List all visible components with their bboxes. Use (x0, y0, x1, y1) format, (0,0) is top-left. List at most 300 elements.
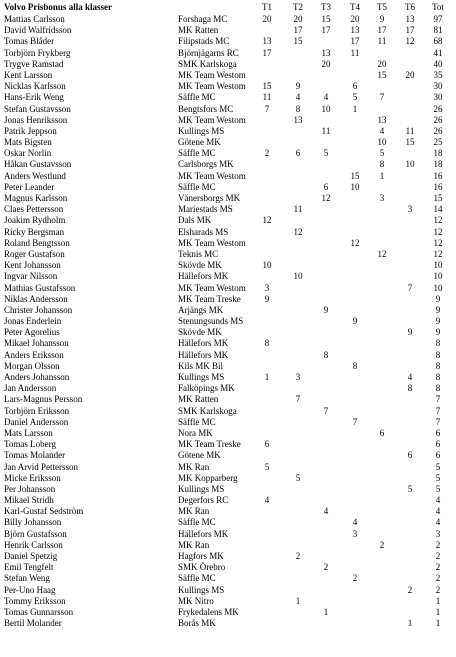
score-t6: 17 (405, 25, 415, 36)
score-t1: 2 (264, 148, 270, 159)
score-total: 8 (435, 372, 441, 382)
score-total: 16 (433, 181, 443, 192)
score-t5: 1 (379, 170, 385, 181)
club-name: MK Kopparberg (178, 472, 238, 483)
driver-name: Nicklas Karlsson (4, 81, 66, 92)
score-total: 97 (433, 14, 443, 24)
score-t3: 13 (321, 47, 331, 58)
score-t4: 15 (350, 170, 360, 181)
club-name: MK Team Westom (178, 170, 246, 181)
club-name: Kullings MS (178, 372, 225, 382)
score-t1: 11 (262, 92, 272, 103)
club-name: Säffle MC (178, 92, 216, 103)
club-name: Säffle MC (178, 573, 216, 584)
score-total: 14 (433, 204, 443, 215)
table-row (0, 25, 456, 36)
header-row (0, 2, 456, 13)
score-t2: 3 (295, 372, 301, 382)
score-t5: 11 (377, 36, 387, 47)
score-t5: 5 (379, 148, 385, 159)
score-t5: 20 (377, 58, 387, 69)
driver-name: Henrik Carlsson (4, 539, 63, 550)
score-total: 10 (433, 271, 443, 282)
score-t5: 3 (379, 193, 385, 203)
driver-name: Björn Gustafsson (4, 528, 67, 539)
score-total: 18 (433, 148, 443, 159)
score-t6: 15 (405, 137, 415, 148)
club-name: Kullings MS (178, 483, 225, 494)
club-name: MK Team Westom (178, 237, 246, 248)
score-t3: 4 (323, 506, 329, 517)
table-row (0, 450, 456, 461)
club-name: Hällefors MK (178, 338, 229, 349)
club-name: Säffle MC (178, 181, 216, 192)
table-row (0, 294, 456, 305)
score-t2: 9 (295, 81, 301, 92)
score-t2: 1 (295, 595, 301, 606)
club-name: MK Team Treske (178, 439, 241, 450)
table-row (0, 573, 456, 584)
score-total: 3 (435, 528, 441, 539)
driver-name: Kent Larsson (4, 69, 53, 80)
score-t2: 6 (295, 148, 301, 159)
score-t2: 10 (293, 271, 303, 282)
club-name: Stenungsunds MS (178, 316, 244, 327)
score-t2: 12 (293, 226, 303, 237)
club-name: MK Ran (178, 506, 210, 517)
driver-name: Bertil Molander (4, 618, 62, 629)
driver-name: Per Johansson (4, 483, 56, 494)
club-name: MK Team Westom (178, 81, 246, 92)
club-name: Degerfors RC (178, 495, 229, 506)
score-t2: 15 (293, 36, 303, 47)
score-t1: 12 (262, 215, 272, 226)
driver-name: Claes Pettersson (4, 204, 64, 215)
club-name: Bengtsfors MC (178, 103, 234, 114)
score-t1: 20 (262, 14, 272, 24)
score-t3: 2 (323, 562, 329, 573)
table-row (0, 148, 456, 159)
club-name: Frykedalens MK (178, 606, 239, 617)
table-row (0, 271, 456, 282)
score-total: 30 (433, 81, 443, 92)
driver-name: Roland Bengtsson (4, 237, 70, 248)
score-t5: 9 (379, 14, 385, 24)
score-t6: 2 (407, 584, 413, 595)
table-row (0, 517, 456, 528)
table-row (0, 182, 456, 193)
club-name: SMK Karlskoga (178, 405, 237, 416)
score-total: 12 (433, 237, 443, 248)
driver-name: Lars-Magnus Persson (4, 394, 83, 405)
driver-name: Jan Andersson (4, 383, 57, 394)
table-row (0, 316, 456, 327)
score-total: 2 (435, 562, 441, 573)
driver-name: Tomas Blåder (4, 36, 55, 47)
score-t6: 5 (407, 483, 413, 494)
driver-name: Karl-Gustaf Sedström (4, 506, 84, 517)
score-t5: 4 (379, 125, 385, 136)
driver-name: Mats Larsson (4, 427, 53, 438)
table-row (0, 327, 456, 338)
driver-name: Emil Tengfelt (4, 562, 54, 573)
club-name: Mariestads MS (178, 204, 233, 215)
driver-name: Morgan Olsson (4, 360, 60, 371)
table-row (0, 215, 456, 226)
score-t1: 6 (264, 439, 270, 450)
table-row (0, 260, 456, 271)
table-row (0, 115, 456, 126)
score-total: 81 (433, 25, 443, 36)
score-total: 2 (435, 584, 441, 595)
page-title: Volvo Prisbonus alla klasser (4, 2, 112, 12)
score-total: 40 (433, 58, 443, 69)
score-total: 1 (435, 606, 441, 617)
table-row (0, 361, 456, 372)
score-total: 30 (433, 92, 443, 103)
table-row (0, 36, 456, 47)
table-row (0, 14, 456, 25)
driver-name: Mathias Gustafsson (4, 282, 76, 293)
club-name: Skövde MK (178, 260, 222, 271)
score-total: 1 (435, 618, 441, 629)
score-total: 5 (435, 483, 441, 494)
driver-name: Håkan Gustavsson (4, 159, 72, 170)
score-t4: 6 (352, 81, 358, 92)
club-name: MK Ran (178, 539, 210, 550)
driver-name: Ingvar Nilsson (4, 271, 58, 282)
table-row (0, 283, 456, 294)
score-total: 26 (433, 114, 443, 125)
driver-name: Hans-Erik Weng (4, 92, 64, 103)
score-t1: 3 (264, 282, 270, 293)
score-t3: 8 (323, 349, 329, 360)
score-t6: 12 (405, 36, 415, 47)
club-name: Kils MK Bil (178, 360, 224, 371)
score-t4: 1 (352, 103, 358, 114)
score-total: 7 (435, 394, 441, 405)
score-t4: 3 (352, 528, 358, 539)
driver-name: Per-Uno Haag (4, 584, 56, 595)
table-row (0, 607, 456, 618)
score-t6: 13 (405, 14, 415, 24)
driver-name: Stefan Weng (4, 573, 50, 584)
score-t6: 9 (407, 327, 413, 338)
score-t4: 13 (350, 25, 360, 36)
score-t2: 17 (293, 25, 303, 36)
club-name: Björnjägarns RC (178, 47, 239, 58)
score-total: 12 (433, 215, 443, 226)
score-total: 2 (435, 539, 441, 550)
score-t6: 1 (407, 618, 413, 629)
score-t1: 7 (264, 103, 270, 114)
score-t3: 12 (321, 193, 331, 203)
score-total: 8 (435, 383, 441, 394)
table-row (0, 529, 456, 540)
club-name: MK Team Treske (178, 293, 241, 304)
score-t6: 20 (405, 69, 415, 80)
club-name: Vänersborgs MK (178, 193, 241, 203)
club-name: MK Team Westom (178, 114, 246, 125)
driver-name: Jan Arvid Pettersson (4, 461, 78, 472)
club-name: Hällefors MK (178, 349, 229, 360)
score-total: 8 (435, 349, 441, 360)
score-t2: 7 (295, 394, 301, 405)
score-total: 68 (433, 36, 443, 47)
score-total: 8 (435, 360, 441, 371)
score-t6: 6 (407, 450, 413, 461)
score-t1: 8 (264, 338, 270, 349)
table-row (0, 596, 456, 607)
score-t6: 8 (407, 383, 413, 394)
driver-name: Billy Johansson (4, 517, 62, 528)
club-name: Falköpings MK (178, 383, 235, 394)
table-row (0, 338, 456, 349)
table-row (0, 48, 456, 59)
table-row (0, 81, 456, 92)
score-t3: 17 (321, 25, 331, 36)
club-name: Götene MK (178, 137, 221, 148)
score-t4: 5 (352, 92, 358, 103)
score-t4: 8 (352, 360, 358, 371)
driver-name: Peter Agorelius (4, 327, 60, 338)
table-row (0, 394, 456, 405)
score-t5: 15 (377, 69, 387, 80)
table-row (0, 104, 456, 115)
score-t1: 4 (264, 495, 270, 506)
club-name: MK Team Westom (178, 282, 246, 293)
table-row (0, 350, 456, 361)
club-name: SMK Karlskoga (178, 58, 237, 69)
score-t2: 5 (295, 472, 301, 483)
driver-name: Daniel Andersson (4, 416, 69, 427)
score-t3: 11 (321, 125, 331, 136)
table-row (0, 462, 456, 473)
score-t3: 7 (323, 405, 329, 416)
score-total: 10 (433, 260, 443, 271)
col-header-t5: T5 (377, 2, 387, 12)
score-t3: 1 (323, 606, 329, 617)
score-total: 6 (435, 450, 441, 461)
score-total: 6 (435, 427, 441, 438)
col-header-t4: T4 (350, 2, 360, 12)
score-t4: 12 (350, 237, 360, 248)
club-name: Forshaga MC (178, 14, 228, 24)
table-row (0, 59, 456, 70)
score-t6: 4 (407, 372, 413, 382)
score-t5: 2 (379, 539, 385, 550)
driver-name: Ricky Bergsman (4, 226, 65, 237)
col-header-t2: T2 (293, 2, 303, 12)
score-t1: 13 (262, 36, 272, 47)
table-row (0, 238, 456, 249)
score-t5: 13 (377, 114, 387, 125)
score-t2: 20 (293, 14, 303, 24)
table-row (0, 305, 456, 316)
table-row (0, 137, 456, 148)
club-name: SMK Örebro (178, 562, 226, 573)
score-total: 7 (435, 405, 441, 416)
club-name: MK Ran (178, 461, 210, 472)
col-header-t1: T1 (262, 2, 272, 12)
table-row (0, 193, 456, 204)
score-total: 9 (435, 304, 441, 315)
table-row (0, 618, 456, 629)
driver-name: Joakim Rydholm (4, 215, 66, 226)
table-row (0, 540, 456, 551)
score-total: 2 (435, 573, 441, 584)
driver-name: Christer Johansson (4, 304, 73, 315)
score-t3: 6 (323, 181, 329, 192)
score-total: 4 (435, 495, 441, 506)
score-total: 5 (435, 472, 441, 483)
score-t6: 3 (407, 204, 413, 215)
driver-name: Trygve Ramstad (4, 58, 64, 69)
score-t6: 11 (405, 125, 415, 136)
score-t5: 17 (377, 25, 387, 36)
score-total: 35 (433, 69, 443, 80)
table-row (0, 562, 456, 573)
club-name: Kullings MS (178, 125, 225, 136)
score-t6: 7 (407, 282, 413, 293)
table-row (0, 249, 456, 260)
table-row (0, 227, 456, 238)
score-t4: 11 (350, 47, 360, 58)
club-name: Hällefors MK (178, 528, 229, 539)
score-total: 12 (433, 248, 443, 259)
score-t1: 10 (262, 260, 272, 271)
score-t4: 7 (352, 416, 358, 427)
driver-name: Mattias Carlsson (4, 14, 65, 24)
score-t3: 10 (321, 103, 331, 114)
table-row (0, 126, 456, 137)
score-total: 9 (435, 293, 441, 304)
col-header-total: Tot (432, 2, 444, 12)
club-name: Skövde MK (178, 327, 222, 338)
driver-name: Anders Johansson (4, 372, 70, 382)
driver-name: Oskar Norlin (4, 148, 52, 159)
driver-name: Stefan Gustavsson (4, 103, 71, 114)
score-t2: 8 (295, 103, 301, 114)
table-row (0, 204, 456, 215)
table-row (0, 159, 456, 170)
club-name: Borås MK (178, 618, 216, 629)
score-t3: 15 (321, 14, 331, 24)
score-t1: 5 (264, 461, 270, 472)
driver-name: Niklas Andersson (4, 293, 68, 304)
score-t3: 4 (323, 92, 329, 103)
driver-name: Roger Gustafson (4, 248, 65, 259)
score-t2: 13 (293, 114, 303, 125)
table-row (0, 417, 456, 428)
club-name: Nora MK (178, 427, 213, 438)
driver-name: Jonas Henriksson (4, 114, 68, 125)
table-row (0, 439, 456, 450)
club-name: Säffle MC (178, 517, 216, 528)
score-total: 8 (435, 338, 441, 349)
club-name: Arjängs MK (178, 304, 224, 315)
score-t5: 10 (377, 137, 387, 148)
driver-name: Tomas Gunnarsson (4, 606, 74, 617)
driver-name: David Walfridsson (4, 25, 72, 36)
score-total: 4 (435, 506, 441, 517)
table-row (0, 428, 456, 439)
score-t6: 10 (405, 159, 415, 170)
club-name: Hagfors MK (178, 551, 224, 561)
score-t4: 4 (352, 517, 358, 528)
driver-name: Torbjörn Frykberg (4, 47, 71, 58)
driver-name: Tommy Eriksson (4, 595, 66, 606)
col-header-t6: T6 (405, 2, 415, 12)
table-row (0, 585, 456, 596)
score-t4: 2 (352, 573, 358, 584)
driver-name: Tomas Molander (4, 450, 66, 461)
club-name: Hällefors MK (178, 271, 229, 282)
club-name: MK Ratten (178, 394, 219, 405)
club-name: Säffle MC (178, 148, 216, 159)
score-total: 2 (435, 551, 441, 561)
table-row (0, 506, 456, 517)
table-row (0, 406, 456, 417)
driver-name: Anders Westlund (4, 170, 66, 181)
score-total: 41 (433, 47, 443, 58)
driver-name: Kent Johansson (4, 260, 61, 271)
driver-name: Magnus Karlsson (4, 193, 68, 203)
score-t1: 9 (264, 293, 270, 304)
driver-name: Micke Eriksson (4, 472, 61, 483)
score-t4: 17 (350, 36, 360, 47)
driver-name: Daniel Spetzig (4, 551, 58, 561)
score-total: 16 (433, 170, 443, 181)
club-name: Götene MK (178, 450, 221, 461)
score-t1: 15 (262, 81, 272, 92)
score-t3: 20 (321, 58, 331, 69)
score-t2: 2 (295, 551, 301, 561)
driver-name: Torbjörn Eriksson (4, 405, 70, 416)
score-total: 26 (433, 103, 443, 114)
score-total: 4 (435, 517, 441, 528)
club-name: MK Ratten (178, 25, 219, 36)
table-row (0, 551, 456, 562)
club-name: MK Nitro (178, 595, 214, 606)
score-t2: 11 (293, 204, 303, 215)
score-t3: 9 (323, 304, 329, 315)
score-t2: 4 (295, 92, 301, 103)
col-header-t3: T3 (321, 2, 331, 12)
club-name: Dals MK (178, 215, 212, 226)
score-total: 9 (435, 316, 441, 327)
score-t1: 1 (264, 372, 270, 382)
score-total: 1 (435, 595, 441, 606)
table-row (0, 92, 456, 103)
table-row (0, 171, 456, 182)
score-total: 15 (433, 193, 443, 203)
driver-name: Peter Leander (4, 181, 55, 192)
driver-name: Mikael Stridh (4, 495, 54, 506)
score-t4: 10 (350, 181, 360, 192)
score-t4: 20 (350, 14, 360, 24)
club-name: Kullings MS (178, 584, 225, 595)
standings-table (0, 14, 456, 629)
club-name: Filipstads MC (178, 36, 230, 47)
table-row (0, 383, 456, 394)
score-t3: 5 (323, 148, 329, 159)
driver-name: Patrik Jeppson (4, 125, 57, 136)
score-total: 18 (433, 159, 443, 170)
driver-name: Tomas Loberg (4, 439, 56, 450)
score-total: 10 (433, 282, 443, 293)
driver-name: Anders Eriksson (4, 349, 64, 360)
